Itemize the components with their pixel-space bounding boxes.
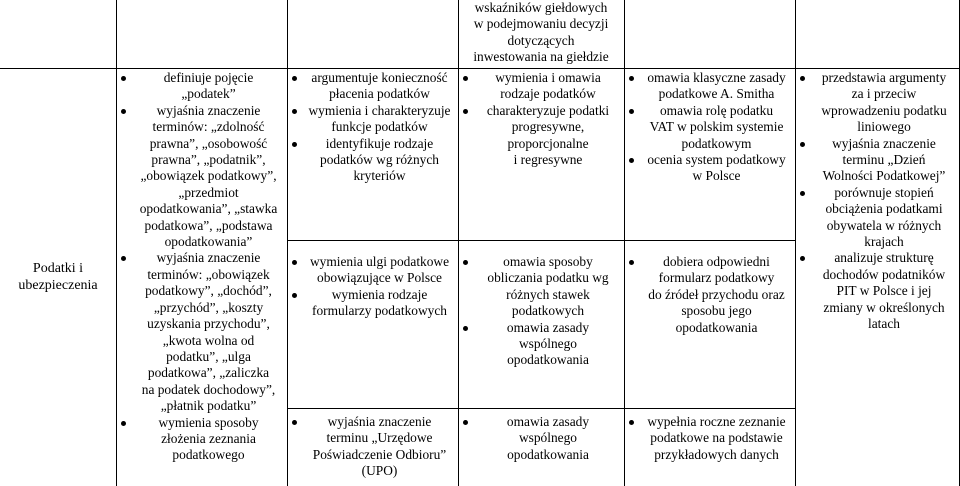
bullet-line: wymienia i charakteryzuje: [308, 102, 451, 118]
col2-top-cell: [291, 70, 456, 185]
bullet-line: wyjaśnia znaczenie: [327, 414, 432, 429]
bullet-line: terminu „Dzień: [842, 152, 926, 168]
bullet-line: przedstawia argumenty: [821, 70, 947, 85]
bullet-line: podatku”, „ulga: [166, 348, 251, 364]
bullet-line: wyjaśnia znaczenie: [156, 102, 261, 118]
col3-header-cell: [460, 0, 622, 66]
bullet-item: [120, 250, 285, 414]
bullet-line: analizuje strukturę: [834, 250, 934, 266]
bullet-line: podatkowy”, „dochód”,: [145, 283, 272, 299]
bullet-item: [120, 70, 285, 103]
bullet-line: omawia rolę podatku: [659, 102, 774, 118]
bullet-line: „podatek”: [181, 86, 236, 102]
bullet-item: [799, 185, 957, 251]
bullet-item: [799, 250, 957, 332]
col3-bot-cell: [462, 414, 622, 463]
bullet-line: płacenia podatków: [329, 86, 430, 102]
bullet-line: wymienia i omawia: [495, 70, 601, 85]
bullet-line: za i przeciw: [851, 86, 917, 102]
header-line: wskaźników giełdowych: [474, 0, 608, 15]
bullet-line: obowiązujące w Polsce: [317, 270, 442, 286]
col1-cell: [120, 70, 285, 464]
bullet-line: identyfikuje rodzaje: [325, 135, 434, 151]
bullet-line: formularz podatkowy: [658, 270, 775, 286]
bullet-line: porównuje stopień: [834, 184, 934, 200]
bullet-item: [628, 414, 793, 463]
col3-top-list: [462, 70, 622, 168]
bullet-line: złożenia zeznania: [161, 430, 256, 446]
bullet-line: opodatkowania: [507, 446, 589, 462]
bullet-item: [291, 254, 456, 287]
col5-cell: [799, 70, 957, 333]
col4-bot-cell: [628, 414, 793, 463]
bullet-item: [799, 70, 957, 136]
bullet-line: prawna”, „osobowość: [149, 135, 268, 151]
bullet-line: podatkowa”, „podstawa: [144, 217, 273, 233]
bullet-line: PIT w Polsce i jej: [836, 283, 932, 299]
col2-mid-cell: [291, 254, 456, 320]
bullet-line: na podatek dochodowy”,: [141, 381, 276, 397]
bullet-line: krajach: [864, 234, 904, 250]
bullet-line: przykładowych danych: [654, 446, 779, 462]
bullet-line: definiuje pojęcie: [163, 70, 254, 85]
bullet-item: [291, 287, 456, 320]
bullet-line: podatków wg różnych: [320, 152, 439, 168]
bullet-line: wprowadzeniu podatku: [821, 102, 947, 118]
bullet-line: omawia zasady: [506, 319, 590, 335]
col4-top-list: [628, 70, 793, 185]
col4-mid-cell: [628, 254, 793, 336]
bullet-item: [462, 414, 622, 463]
col5-list: [799, 70, 957, 333]
bullet-line: sposobu jego: [681, 303, 752, 319]
bullet-line: w Polsce: [692, 168, 741, 184]
bullet-item: [799, 136, 957, 185]
bullet-line: proporcjonalne: [507, 135, 589, 151]
col3-bot-list: [462, 414, 622, 463]
bullet-line: obciążenia podatkami: [825, 201, 943, 217]
bullet-line: obliczania podatku wg: [487, 270, 609, 286]
bullet-line: rodzaje podatków: [500, 86, 596, 102]
bullet-line: ocenia system podatkowy: [647, 152, 786, 168]
bullet-line: podatkowego: [172, 447, 245, 463]
bullet-line: argumentuje konieczność: [311, 70, 448, 85]
bullet-line: charakteryzuje podatki: [486, 102, 610, 118]
bullet-line: prawna”, „podatnik”,: [151, 152, 266, 168]
bullet-line: wymienia rodzaje: [331, 286, 428, 302]
bullet-line: podatkowa”, „zaliczka: [147, 365, 270, 381]
bullet-line: „kwota wolna od: [162, 332, 255, 348]
bullet-line: omawia sposoby: [503, 254, 593, 269]
bullet-line: wspólnego: [518, 430, 578, 446]
bullet-item: [291, 70, 456, 103]
bullet-line: różnych stawek: [506, 286, 590, 302]
bullet-line: i regresywne: [513, 152, 583, 168]
bullet-line: podatkowe na podstawie: [650, 430, 783, 446]
bullet-item: [120, 415, 285, 464]
bullet-line: wymienia ulgi podatkowe: [309, 254, 450, 269]
col4-bot-list: [628, 414, 793, 463]
bullet-line: opodatkowania”, „stawka: [139, 201, 278, 217]
bullet-line: uzyskania przychodu”,: [147, 316, 270, 332]
bullet-line: wspólnego: [518, 336, 578, 352]
col4-mid-list: [628, 254, 793, 336]
bullet-line: formularzy podatkowych: [312, 303, 447, 319]
bullet-item: [628, 152, 793, 185]
bullet-line: „przychód”, „koszty: [153, 299, 264, 315]
bullet-line: wymienia sposoby: [158, 414, 259, 430]
bullet-line: VAT w polskim systemie: [649, 119, 784, 135]
bullet-line: opodatkowania: [507, 352, 589, 368]
bullet-line: „przedmiot: [178, 184, 239, 200]
bullet-line: podatkowe A. Smitha: [658, 86, 775, 102]
bullet-line: omawia zasady: [506, 414, 590, 429]
col3-top-cell: [462, 70, 622, 168]
bullet-line: kryteriów: [353, 168, 406, 184]
bullet-line: dobiera odpowiedni: [663, 254, 770, 269]
bullet-line: (UPO): [361, 463, 398, 479]
col2-mid-list: [291, 254, 456, 320]
col3-header-text: [460, 0, 622, 66]
bullet-item: [462, 320, 622, 369]
bullet-item: [291, 414, 456, 480]
bullet-item: [628, 254, 793, 336]
col2-bot-list: [291, 414, 456, 480]
bullet-line: wyjaśnia znaczenie: [156, 250, 261, 266]
bullet-item: [628, 70, 793, 103]
col1-list: [120, 70, 285, 464]
bullet-line: obywatela w różnych: [826, 217, 942, 233]
bullet-item: [120, 103, 285, 251]
bullet-line: podatkowych: [511, 303, 585, 319]
bullet-item: [462, 254, 622, 320]
bullet-line: „płatnik podatku”: [160, 398, 257, 414]
bullet-line: terminu „Urzędowe: [326, 430, 433, 446]
bullet-line: „obowiązek podatkowy”,: [140, 168, 277, 184]
bullet-item: [291, 136, 456, 185]
bullet-item: [462, 103, 622, 169]
col2-top-list: [291, 70, 456, 185]
bullet-line: dochodów podatników: [822, 266, 946, 282]
bullet-item: [291, 103, 456, 136]
col3-mid-list: [462, 254, 622, 369]
row-header: [0, 68, 116, 486]
bullet-line: progresywne,: [511, 119, 585, 135]
bullet-line: Wolności Podatkowej”: [822, 168, 946, 184]
bullet-line: terminów: „obowiązek: [147, 266, 270, 282]
bullet-line: wypełnia roczne zeznanie: [647, 414, 786, 429]
col2-bot-cell: [291, 414, 456, 480]
col4-top-cell: [628, 70, 793, 185]
bullet-line: wyjaśnia znaczenie: [832, 135, 936, 151]
col3-mid-cell: [462, 254, 622, 369]
row-header-line1: Podatki i: [32, 261, 84, 276]
bullet-line: do źródeł przychodu oraz: [648, 286, 785, 302]
bullet-line: terminów: „zdolność: [152, 119, 265, 135]
bullet-line: opodatkowania”: [164, 234, 253, 250]
bullet-item: [628, 103, 793, 152]
bullet-line: zmiany w określonych: [823, 299, 945, 315]
bullet-line: funkcje podatków: [331, 119, 428, 135]
bullet-line: omawia klasyczne zasady: [647, 70, 786, 85]
bullet-item: [462, 70, 622, 103]
header-line: w podejmowaniu decyzji: [473, 16, 609, 32]
row-header-line2: ubezpieczenia: [18, 278, 98, 293]
bullet-line: opodatkowania: [675, 319, 758, 335]
bullet-line: latach: [868, 316, 900, 332]
header-line: inwestowania na giełdzie: [473, 49, 609, 65]
bullet-line: liniowego: [857, 119, 911, 135]
bullet-line: Poświadczenie Odbioru”: [312, 446, 447, 462]
bullet-line: podatkowym: [681, 135, 752, 151]
header-line: dotyczących: [507, 32, 575, 48]
